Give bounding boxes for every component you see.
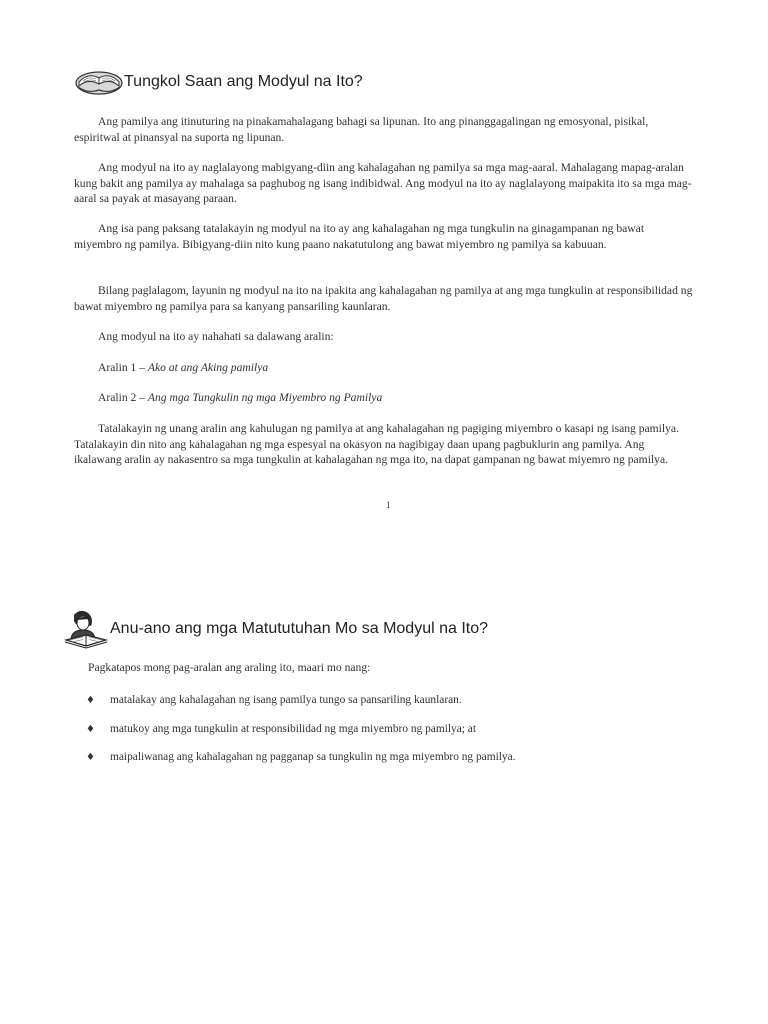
lesson-item xyxy=(98,390,718,406)
objective-text: matukoy ang mga tungkulin at responsibilidad ng mga miyembro ng pamilya; at xyxy=(110,722,477,735)
section-heading-about-module xyxy=(74,66,363,98)
section-title: Anu-ano ang mga Matututuhan Mo sa Modyul na Ito? xyxy=(110,620,489,637)
paragraph-text: Tatalakayin ng unang aralin ang kahulugan ng pamilya at ang kahalagahan ng pagiging miyembro o kasapi ng isang pamilya. Tatalakayin din nito ang kahalagahan ng mga espesyal na okasyon na nagibigay daan upang pagbuklurin ang pamilya. Ang ikalawang aralin ay nakasentro sa mga tungkulin at kahalagahan ng mga ito, na dapat gampanan ng bawat miyemro ng pamilya. xyxy=(74,422,679,467)
paragraph xyxy=(74,421,694,468)
objectives-list xyxy=(86,694,516,780)
list-item xyxy=(86,723,516,752)
diamond-bullet-icon: ♦ xyxy=(86,752,95,763)
objective-text: maipaliwanag ang kahalagahan ng pagganap sa tungkulin ng mga miyembro ng pamilya. xyxy=(110,751,516,763)
paragraph xyxy=(74,114,694,145)
section-title: Tungkol Saan ang Modyul na Ito? xyxy=(124,73,363,90)
lesson-title: Ang mga Tungkulin ng mga Miyembro ng Pamilya xyxy=(147,391,383,404)
objectives-intro: Pagkatapos mong pag-aralan ang araling ito, maari mo nang: xyxy=(88,661,371,674)
paragraph-text: Ang modyul na ito ay nahahati sa dalawang aralin: xyxy=(98,330,334,343)
paragraph-text: Ang pamilya ang itinuturing na pinakamahalagang bahagi sa lipunan. Ito ang pinanggagalingan ng emosyonal, pisikal, espiritwal at pinansyal na suporta ng lipunan. xyxy=(74,115,649,144)
lesson-title: Ako at ang Aking pamilya xyxy=(147,361,269,374)
paragraph-text: Bilang paglalagom, layunin ng modyul na ito na ipakita ang kahalagahan ng pamilya at ang mga tungkulin at responsibilidad ng bawat miyembro ng pamilya para sa kanyang pansariling kaunlaran. xyxy=(74,284,693,313)
paragraph xyxy=(74,283,694,314)
paragraph xyxy=(74,221,694,252)
student-reading-icon xyxy=(64,609,108,649)
list-item xyxy=(86,694,516,723)
section-heading-learning-objectives xyxy=(64,609,488,649)
page-number: 1 xyxy=(386,500,391,510)
diamond-bullet-icon: ♦ xyxy=(86,695,95,706)
diamond-bullet-icon: ♦ xyxy=(86,723,95,735)
lesson-prefix: Aralin 1 – xyxy=(98,361,148,374)
paragraph-text: Ang modyul na ito ay naglalayong mabigyang-diin ang kahalagahan ng pamilya sa mga mag-aaral. Mahalagang mapag-aralan kung bakit ang pamilya ay mahalaga sa paghubog ng isang indibidwal. Ang modyul na ito ay naglalayong maipakita ito sa mga mag-aaral sa payak at masayang paraan. xyxy=(74,161,692,206)
paragraph xyxy=(74,160,694,207)
lesson-prefix: Aralin 2 – xyxy=(98,391,148,404)
open-book-icon xyxy=(74,66,124,98)
lesson-item xyxy=(98,360,718,376)
paragraph xyxy=(98,329,718,345)
paragraph-text: Ang isa pang paksang tatalakayin ng modyul na ito ay ang kahalagahan ng mga tungkulin na ginagampanan ng bawat miyembro ng pamilya. Bibigyang-diin nito kung paano nakatutulong ang bawat miyembro ng pamilya sa kabuuan. xyxy=(74,222,645,251)
objective-text: matalakay ang kahalagahan ng isang pamilya tungo sa pansariling kaunlaran. xyxy=(110,694,462,706)
list-item xyxy=(86,751,516,780)
